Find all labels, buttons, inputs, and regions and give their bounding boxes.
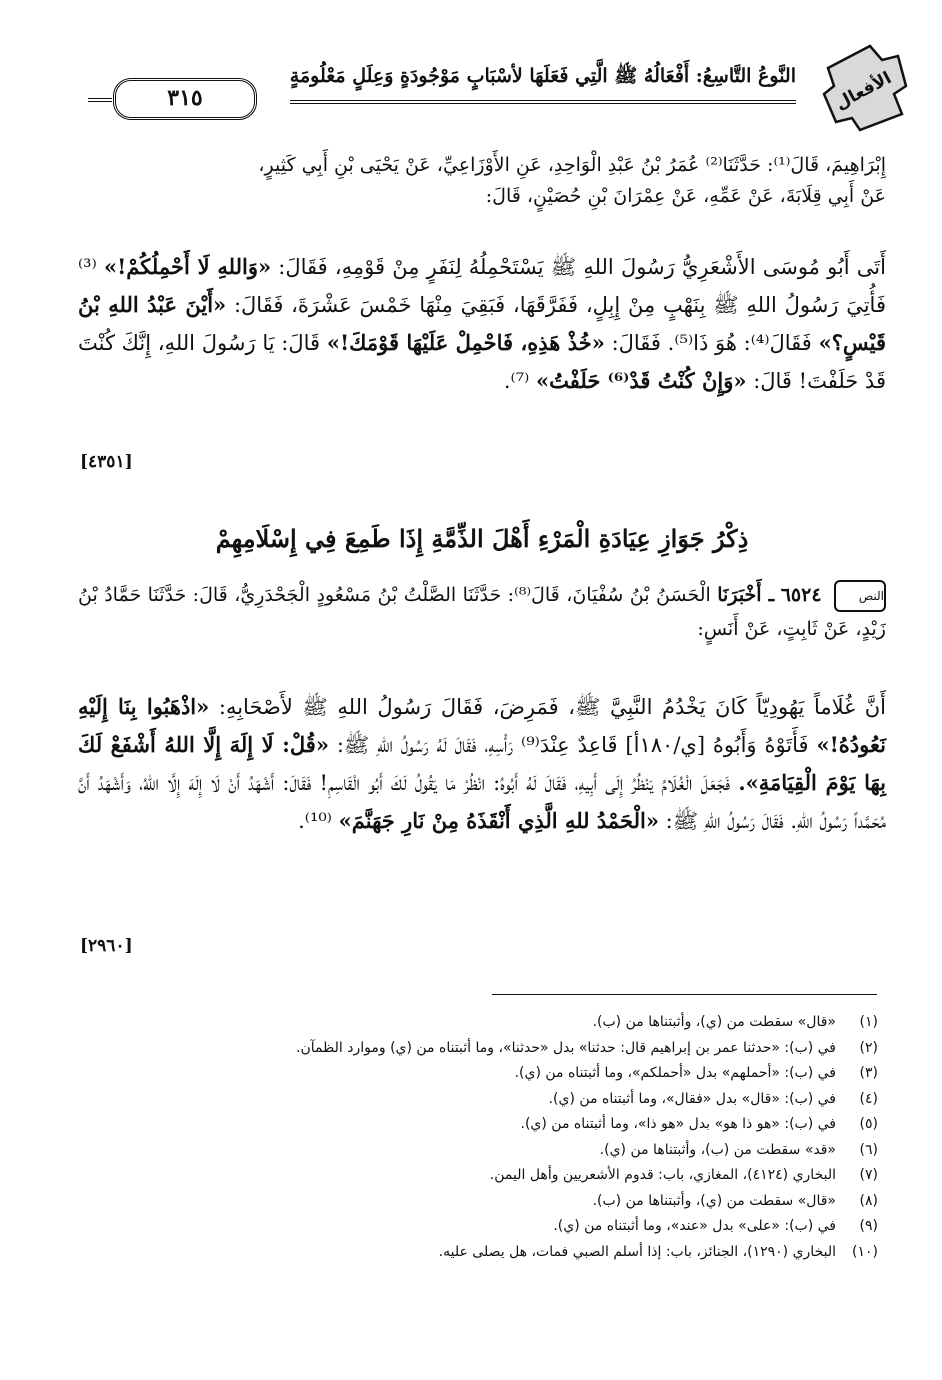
footnote-separator xyxy=(492,994,877,995)
hadith-number: ٦٥٢٤ xyxy=(780,584,822,606)
footnote xyxy=(60,1036,878,1062)
footnote-text: في (ب): «حدثنا عمر بن إبراهيم قال: حدثنا» بدل «حدثنا»، وما أثبتناه من (ي) وموارد الظمآن. xyxy=(296,1039,836,1056)
footnote xyxy=(60,1189,878,1215)
footnote-number: (٣) xyxy=(859,1065,878,1081)
matn-text: فَقَالَ⁽⁴⁾: هُوَ ذَا⁽⁵⁾. فَقَالَ: xyxy=(611,331,812,355)
footnote-text: في (ب): «على» بدل «عند»، وما أثبتناه من (ي). xyxy=(553,1218,836,1234)
page-number: ٣١٥ xyxy=(113,78,257,120)
footnote-text: «قال» سقطت من (ي)، وأثبتناها من (ب). xyxy=(592,1014,836,1030)
text-line: عَنْ أَبِي قِلَابَةَ، عَنْ عَمِّهِ، عَنْ عِمْرَانَ بْنِ حُصَيْنٍ، قَالَ: xyxy=(485,185,886,207)
footnote-number: (٩) xyxy=(859,1218,878,1234)
footnote-number: (٦) xyxy=(859,1141,878,1158)
isnad-continuation xyxy=(78,150,886,212)
isnad-text: الْحَسَنُ بْنُ سُفْيَانَ، قَالَ⁽⁸⁾: حَدَّثَنَا الصَّلْتُ بْنُ مَسْعُودٍ الْجَحْدَرِيُّ، قَالَ: حَدَّثَنَا حَمَّادُ بْنُ زَيْدٍ، عَنْ ثَابِتٍ، عَنْ أَنَسٍ: xyxy=(78,584,886,640)
akhbarana: أَخْبَرَنَا xyxy=(717,584,762,606)
matn-text: فَجَعَلَ الْغُلَامُ يَنْظُرُ إِلَى أَبِيهِ، فَقَالَ لَهُ أَبُوهُ: انْظُرْ مَا يَقُولُ لَكَ أَبُو الْقَاسِمِ! فَقَالَ: أَشْهَدُ أَنْ لَا إِلَهَ إِلَّا اللهُ، وَأَشْهَدُ أَنَّ مُحَمَّداً رَسُولُ اللهِ. فَقَالَ رَسُولُ اللهِ ﷺ: xyxy=(78,771,886,833)
footnote xyxy=(60,1240,878,1266)
footnote xyxy=(60,1010,878,1036)
header-rule xyxy=(290,100,796,104)
footnote xyxy=(60,1214,878,1240)
footnote xyxy=(60,1112,878,1138)
footnote-number: (٨) xyxy=(859,1192,878,1209)
footnote-text: في (ب): «هو ذا هو» بدل «هو ذا»، وما أثبتناه من (ي). xyxy=(520,1116,836,1132)
footnote-number: (٧) xyxy=(859,1167,878,1183)
prophet-quote: «الْحَمْدُ للهِ الَّذِي أَنْقَذَهُ مِنْ نَارِ جَهَنَّمَ» xyxy=(338,808,659,833)
hadith-reference: [٢٩٦٠] xyxy=(80,936,133,956)
footnote-number: (٢) xyxy=(859,1039,878,1056)
text-badge: النص xyxy=(834,580,886,612)
footnote-number: (٥) xyxy=(859,1116,878,1132)
header-rule-left xyxy=(88,98,112,102)
footnotes xyxy=(60,1010,878,1265)
page-header xyxy=(58,58,895,120)
footnote-number: (١٠) xyxy=(852,1243,878,1260)
footnote-number: (١) xyxy=(859,1014,878,1030)
section-title: ذِكْرُ جَوَازِ عِيَادَةِ الْمَرْءِ أَهْلَ الذِّمَّةِ إِذَا طَمِعَ فِي إِسْلَامِهِمْ xyxy=(215,524,749,553)
footnote-text: في (ب): «قال» بدل «فقال»، وما أثبتناه من (ي). xyxy=(548,1090,836,1107)
footnote-marker: ⁽⁷⁾. xyxy=(503,369,530,393)
footnote-text: البخاري (٤١٢٤)، المغازي، باب: قدوم الأشعريين وأهل اليمن. xyxy=(489,1167,836,1183)
matn-text: ⁽³⁾ فَأُتِيَ رَسُولُ اللهِ ﷺ بِنَهْبٍ مِنْ إِبِلٍ، فَفَرَّقَهَا، فَبَقِيَ مِنْهَا خَمْسَ عَشْرَةَ، فَقَالَ: xyxy=(78,255,886,317)
footnote-text: «قال» سقطت من (ي)، وأثبتناها من (ب). xyxy=(592,1192,836,1209)
isnad-6524: النص ٦٥٢٤ ـ أَخْبَرَنَا الْحَسَنُ بْنُ سُفْيَانَ، قَالَ⁽⁸⁾: حَدَّثَنَا الصَّلْتُ بْنُ مَسْعُودٍ الْجَحْدَرِيُّ، قَالَ: حَدَّثَنَا حَمَّادُ بْنُ زَيْدٍ، عَنْ ثَابِتٍ، عَنْ أَنَسٍ: xyxy=(78,578,886,646)
prophet-quote: «وَاللهِ لَا أَحْمِلُكُمْ!» xyxy=(103,254,272,279)
running-title: النَّوعُ التَّاسِعُ: أَفْعَالُهُ ﷺ الَّتِي فَعَلَهَا لأسْبَابٍ مَوْجُودَةٍ وَعِلَلٍ مَعْلُومَةٍ xyxy=(289,65,796,87)
matn-text: قَالَ: يَا رَسُولَ اللهِ، إِنَّكَ كُنْتَ قَدْ حَلَفْتَ! قَالَ: xyxy=(78,331,886,393)
chapter-badge xyxy=(810,38,914,138)
footnote xyxy=(60,1138,878,1164)
footnote xyxy=(60,1087,878,1113)
footnote-marker: ⁽¹⁰⁾. xyxy=(298,809,332,833)
prophet-quote: «قُلْ: لَا إِلَهَ إِلَّا اللهُ أَشْفَعْ لَكَ بِهَا يَوْمَ الْقِيَامَةِ». xyxy=(78,732,886,795)
prophet-quote: «وَإِنْ كُنْتُ قَدْ⁽⁶⁾ حَلَفْتُ» xyxy=(536,368,747,393)
footnote xyxy=(60,1061,878,1087)
footnote xyxy=(60,1163,878,1189)
prophet-quote: «أَيْنَ عَبْدُ اللهِ بْنُ قَيْسٍ؟» xyxy=(78,292,886,355)
matn-text: أَنَّ غُلَاماً يَهُودِيّاً كَانَ يَخْدُمُ النَّبِيَّ ﷺ، فَمَرِضَ، فَقَالَ رَسُولُ اللهِ ﷺ لأَصْحَابِهِ: xyxy=(218,695,886,719)
matn-text: أَتَى أَبُو مُوسَى الأَشْعَرِيُّ رَسُولَ اللهِ ﷺ يَسْتَحْمِلُهُ لِنَفَرٍ مِنْ قَوْمِهِ، فَقَالَ: xyxy=(278,255,886,279)
hadith-matn-1 xyxy=(78,248,886,400)
matn-text: فَأَتَوْهُ وَأَبُوهُ [ي/١٨٠أ] قَاعِدٌ عِنْدَ⁽⁹⁾ رَأْسِهِ، فَقَالَ لَهُ رَسُولُ اللهِ ﷺ: xyxy=(336,733,809,757)
text-line: إِبْرَاهِيمَ، قَالَ⁽¹⁾: حَدَّثَنَا⁽²⁾ عُمَرُ بْنُ عَبْدِ الْوَاحِدِ، عَنِ الأَوْزَاعِيِّ، عَنْ يَحْيَى بْنِ أَبِي كَثِيرٍ، xyxy=(258,154,886,176)
prophet-quote: «اذْهَبُوا بِنَا إِلَيْهِ نَعُودُهُ!» xyxy=(78,694,886,757)
hadith-matn-2 xyxy=(78,688,886,840)
chapter-badge-label: الأفعال xyxy=(832,68,895,115)
footnote-number: (٤) xyxy=(859,1090,878,1107)
footnote-text: «قد» سقطت من (ب)، وأثبتناها من (ي). xyxy=(599,1141,836,1158)
prophet-quote: «خُذْ هَذِهِ، فَاحْمِلْ عَلَيْهَا قَوْمَكَ!» xyxy=(326,330,605,355)
footnote-text: البخاري (١٢٩٠)، الجنائز، باب: إذا أسلم الصبي فمات، هل يصلى عليه. xyxy=(438,1243,836,1260)
footnote-text: في (ب): «أحملهم» بدل «أحملكم»، وما أثبتناه من (ي). xyxy=(514,1065,836,1081)
hadith-reference: [٤٣٥١] xyxy=(80,452,133,472)
